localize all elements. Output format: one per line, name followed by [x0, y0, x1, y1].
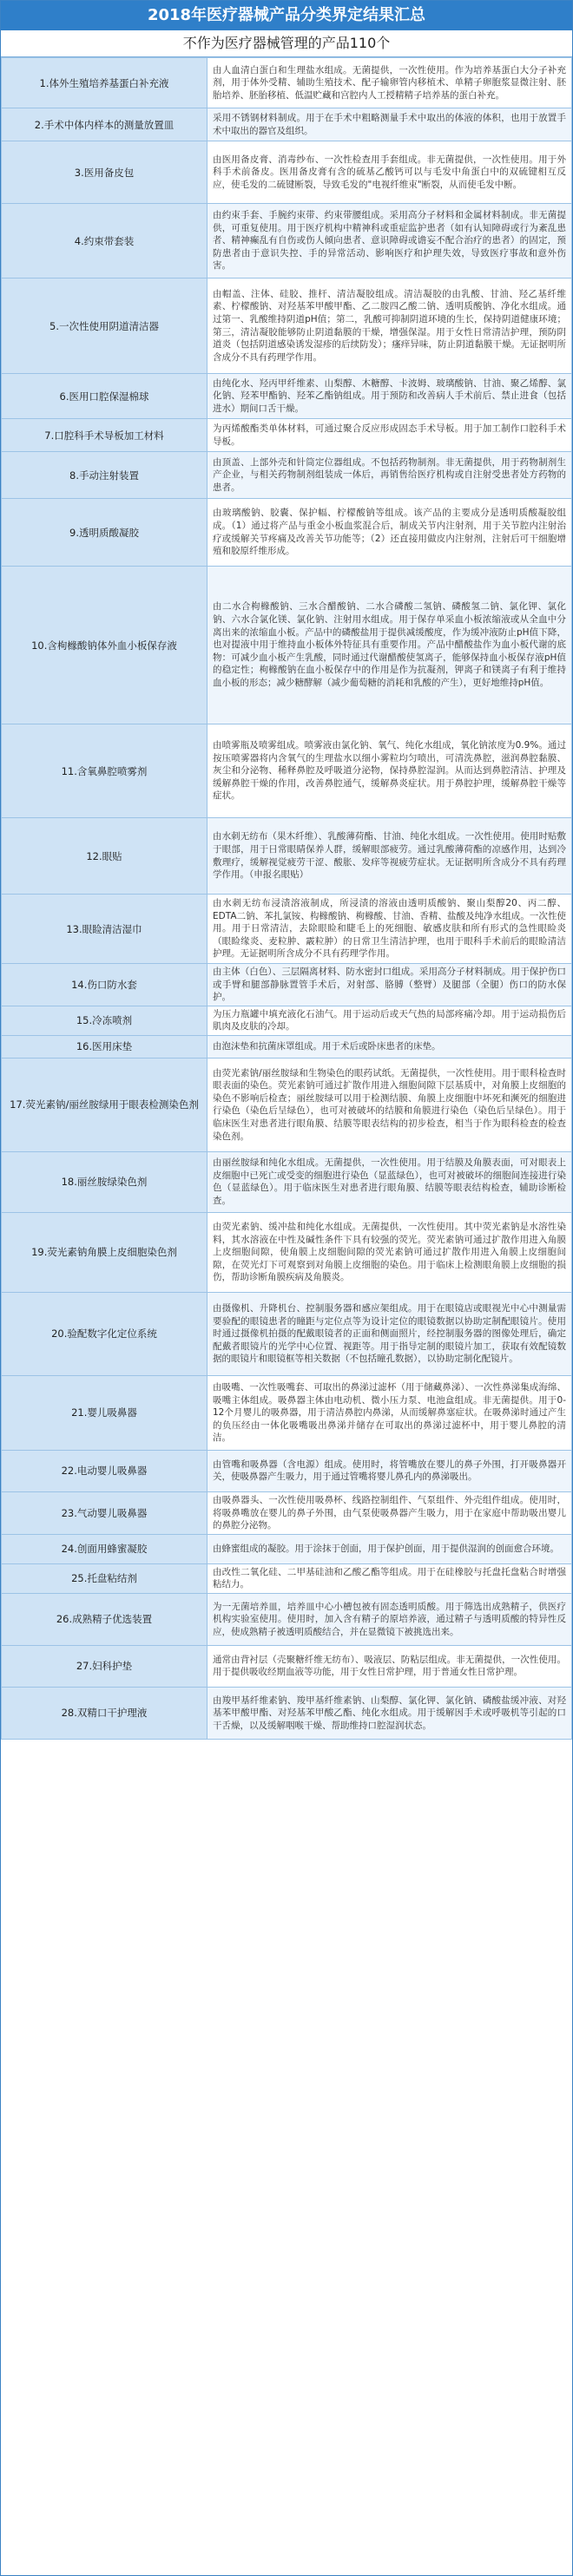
product-name: 10.含枸橼酸钠体外血小板保存液: [2, 567, 207, 724]
product-name: 3.医用备皮包: [2, 141, 207, 204]
product-description: 由帽盖、注体、硅胶、推杆、清洁凝胶组成。清洁凝胶的由乳酸、甘油、羟乙基纤维素、柠檬酸钠、对羟基苯甲酸甲酯、乙二胺四乙酸二钠、透明质酸钠、净化水组成。通过第一、乳酸维持阴道pH值；第二，乳酸可抑制阴道环境的生长，保持阴道健康环境；第三，清洁凝胶能够防止阴道黏膜的干燥，增强保湿。用于女性日常清洁护理，预防阴道炎（包括阴道感染诱发湿疹的后续防发）；瘙痒异味，防止阴道黏膜干燥。无证据明所含成分不具有药理学作用。: [207, 279, 572, 374]
table-row: [2, 1563, 572, 1593]
product-description: 由玻璃酸钠、胶囊、保护幅、柠檬酸钠等组成。该产品的主要成分是透明质酸凝胶组成。（1）通过将产品与重金小板血浆混合后，制成关节内注射剂，用于关节腔内注射治疗或缓解关节疼痛及改善关节功能等；（2）还直接用做皮内注射剂，注射后可干细胞增殖和胶原纤维形成。: [207, 499, 572, 567]
product-name: 8.手动注射装置: [2, 452, 207, 499]
product-description: 由管嘴和吸鼻器（含电源）组成。使用时，将管嘴放在婴儿的鼻子外围，打开吸鼻器开关，使吸鼻器产生吸力，用于通过管嘴将婴儿鼻孔内的鼻涕吸出。: [207, 1450, 572, 1491]
product-name: 17.荧光素钠/丽丝胺绿用于眼表检测染色剂: [2, 1058, 207, 1151]
table-row: [2, 108, 572, 141]
product-name: 14.伤口防水套: [2, 964, 207, 1006]
table-row: [2, 1212, 572, 1292]
product-name: 15.冷冻喷剂: [2, 1006, 207, 1035]
product-description: 由吸嘴、一次性吸嘴套、可取出的鼻涕过滤杯（用于储藏鼻涕）、一次性鼻涕集成海绵、吸嘴主体组成。吸鼻器主体由电动机、微小压力泵、电池盒组成。非无菌提供。用于0-12个月婴儿的吸鼻器，用于清洁鼻腔内鼻涕，从而缓解鼻塞症状。在吸鼻涕时通过产生的负压经由一体化吸嘴吸出鼻涕并储存在可取出的鼻涕过滤杯中，用于婴儿鼻腔的清洁。: [207, 1375, 572, 1450]
table-row: [2, 895, 572, 964]
product-description: 由水刺无纺布（果木纤维）、乳酸薄荷酯、甘油、纯化水组成。一次性使用。使用时贴敷于眼部，用于日常眼睛保养人群，缓解眼部疲劳。通过乳酸薄荷酯的凉感作用，达到冷敷理疗，缓解视觉疲劳干涩、酸胀、发痒等视疲劳症状。无证据明所含成分不具有药理学作用。（申报名眼贴）: [207, 818, 572, 895]
table-row: [2, 1450, 572, 1491]
product-description: 为压力瓶罐中填充液化石油气。用于运动后或天气热的局部疼痛冷却。用于运动损伤后肌肉及皮肤的冷却。: [207, 1006, 572, 1035]
page-subtitle: 不作为医疗器械管理的产品110个: [1, 30, 572, 57]
product-name: 9.透明质酸凝胶: [2, 499, 207, 567]
product-description: 由吸鼻器头、一次性使用吸鼻杯、线路控制组件、气泵组件、外壳组件组成。使用时，将吸鼻嘴放在婴儿的鼻子外围，由气泵使吸鼻器产生吸力，用于在家庭中帮助吸出婴儿的鼻腔分泌物。: [207, 1491, 572, 1534]
table-row: [2, 279, 572, 374]
product-name: 21.婴儿吸鼻器: [2, 1375, 207, 1450]
product-description: 由荧光素钠、缓冲盐和纯化水组成。无菌提供，一次性使用。其中荧光素钠是水溶性染料，其水溶液在中性及碱性条件下具有较强的荧光。荧光素钠可通过扩散作用进入角膜上皮细胞间隙，使角膜上皮细胞间隙的荧光素钠可通过扩散作用进入角膜上皮细胞间隙，在荧光灯下可观察到对角膜上皮细胞的染色。用于临床上检测眼角膜上皮细胞的损伤，帮助诊断角膜疾病及角膜炎。: [207, 1212, 572, 1292]
product-description: 由纯化水、羟丙甲纤维素、山梨醇、木糖醇、卡波姆、玻璃酸钠、甘油、聚乙烯醇、氯化钠、羟苯甲酯钠、羟苯乙酯钠组成。用于预防和改善病人手术前后、禁止进食（包括进水）期间口舌干燥。: [207, 374, 572, 419]
product-name: 23.气动婴儿吸鼻器: [2, 1491, 207, 1534]
product-name: 24.创面用蜂蜜凝胶: [2, 1534, 207, 1563]
table-row: [2, 964, 572, 1006]
product-name: 28.双精口干护理液: [2, 1687, 207, 1739]
table-row: [2, 1534, 572, 1563]
product-description: 由泡沫垫和抗菌床罩组成。用于术后或卧床患者的床垫。: [207, 1035, 572, 1058]
product-name: 5.一次性使用阴道清洁器: [2, 279, 207, 374]
product-name: 26.成熟精子优选装置: [2, 1593, 207, 1645]
product-name: 22.电动婴儿吸鼻器: [2, 1450, 207, 1491]
table-row: [2, 1375, 572, 1450]
table-row: [2, 1491, 572, 1534]
product-description: 由摄像机、升降机台、控制服务器和感应架组成。用于在眼镜店或眼视光中心中测量需要验配的眼镜患者的瞳距与定位点等为设计定位的眼镜数据以协助定制配眼镜片。使用时通过摄像机拍摄的配戴眼镜者的正面和侧面照片，经控制服务器的图像处理后，确定配戴者眼镜片的光学中心位置、视距等。用于指导定制的眼镜片加工，获取有效配镜数据的眼镜片和眼镜框等相关数据（不包括瞳孔数据），以协助定制化配镜片。: [207, 1292, 572, 1375]
product-description: 由人血清白蛋白和生理盐水组成。无菌提供，一次性使用。作为培养基蛋白大分子补充剂，用于体外受精、辅助生殖技术、配子输卵管内移植术、单精子卵胞浆显微注射、胚胎培养、胚胎移植、低温贮藏和宫腔内人工授精精子培养基的蛋白补充。: [207, 58, 572, 108]
product-description: 由约束手套、手腕约束带、约束带腰组成。采用高分子材料和金属材料制成。非无菌提供，可重复使用。用于医疗机构中精神科或重症监护患者（如有认知障碍或行为紊乱患者、精神癫乱有自伤或伤人倾向患者、意识障碍或谵妄不配合治疗的患者）的固定，预防患者由于意识失控、手的异常活动、影响医疗和护理失效，导致医疗事故和意外伤害。: [207, 204, 572, 279]
product-description: 由喷雾瓶及喷雾组成。喷雾液由氯化钠、氧气、纯化水组成，氧化钠浓度为0.9%。通过按压喷雾器将内含氧气的生理盐水以细小雾粒均匀喷出，可清洗鼻腔，滋润鼻腔黏膜、灰尘和分泌物、稀释鼻腔及呼吸道分泌物，保持鼻腔湿润。从而达到鼻腔清洁、护理及缓解鼻腔干燥的作用，改善鼻腔通气，缓解鼻炎症状。用于鼻腔护理，缓解鼻腔干燥等症状。: [207, 724, 572, 818]
product-description: 由主体（白色）、三层隔离材料、防水密封口组成。采用高分子材料制成。用于保护伤口或手臂和腿部静脉置管手术后，对射部、胳膊（整臂）及腿部（全腿）伤口的防水保护。: [207, 964, 572, 1006]
product-name: 18.丽丝胺绿染色剂: [2, 1151, 207, 1212]
table-row: [2, 374, 572, 419]
product-name: 12.眼贴: [2, 818, 207, 895]
product-name: 11.含氧鼻腔喷雾剂: [2, 724, 207, 818]
product-description: 由医用备皮膏、消毒纱布、一次性检查用手套组成。非无菌提供，一次性使用。用于外科手术前备皮。医用备皮膏有含的硫基乙酸钙可以与毛发中角蛋白中的双硫键相互反应，使毛发的二硫键断裂，导致毛发的"电视纤维束"断裂，从而使毛发中断。: [207, 141, 572, 204]
classification-table: [1, 57, 572, 1740]
table-row: [2, 141, 572, 204]
product-description: 为丙烯酸酯类单体材料，可通过聚合反应形成固态手术导板。用于加工制作口腔科手术导板。: [207, 419, 572, 452]
table-row: [2, 1687, 572, 1739]
table-row: [2, 452, 572, 499]
table-row: [2, 818, 572, 895]
table-row: [2, 499, 572, 567]
table-row: [2, 724, 572, 818]
product-description: 由二水合枸橼酸钠、三水合醋酸钠、二水合磷酸二氢钠、磷酸氢二钠、氯化钾、氯化钠、六水合氯化镁、氯化钠、注射用水组成。用于保存单采血小板浓缩液或从全血中分离出来的浓缩血小板。产品中的磷酸盐用于提供减缓酸度，作为缓冲液防止pH值下降，也对提液中用于维持血小板体外特征具有重要作用。产品中醋酸盐作为血小板代谢的底物：可减少血小板产生乳酸，同时通过代谢醋酸使氢离子，能够保持血小板保存液pH值的稳定性；枸橼酸钠在血小板保存中的作用是作为抗凝剂，钾离子和镁离子有利于维持血小板的形态；减少糖酵解（减少葡萄糖的消耗和乳酸的产生），更好地维持pH值。: [207, 567, 572, 724]
product-name: 7.口腔科手术导板加工材料: [2, 419, 207, 452]
product-description: 通常由背衬层（壳聚糖纤维无纺布）、吸液层、防粘层组成。非无菌提供，一次性使用。用于提供吸收经期血液等功能，用于女性日常护理，用于普通女性日常护理。: [207, 1645, 572, 1687]
product-name: 20.验配数字化定位系统: [2, 1292, 207, 1375]
table-row: [2, 419, 572, 452]
table-row: [2, 1292, 572, 1375]
product-description: 由荧光素钠/丽丝胺绿和生物染色的眼药试纸。无菌提供，一次性使用。用于眼科检查时眼表面的染色。荧光素钠可通过扩散作用进入细胞间隙下层基质中，对角膜上皮细胞的染色不影响后检查；丽丝胺绿可以用于检测结膜、角膜上皮细胞中坏死和濒死的细胞进行染色（染色后呈绿色），也可对被破坏的结膜和角膜进行染色（染色后呈绿色）。用于临床医生对患者进行眼角膜、结膜等眼表结构的初步检查，相当于作为眼科检查的检查染色剂。: [207, 1058, 572, 1151]
product-name: 13.眼睑清洁湿巾: [2, 895, 207, 964]
table-row: [2, 567, 572, 724]
product-description: 由羧甲基纤维素钠、羧甲基纤维素钠、山梨醇、氯化钾、氯化钠、磷酸盐缓冲液、对羟基苯甲酸甲酯、对羟基苯甲酸乙酯、纯化水组成。用于缓解因手术或呼吸机等引起的口干舌燥，以及缓解咽喉干燥、帮助维持口腔湿润状态。: [207, 1687, 572, 1739]
product-description: 由顶盖、上部外壳和针筒定位器组成。不包括药物制剂。非无菌提供，用于药物制剂生产企业，与相关药物制剂组装成一体后，再销售给医疗机构或自注射受患者处方药物的患者。: [207, 452, 572, 499]
table-row: [2, 1645, 572, 1687]
table-row: [2, 1058, 572, 1151]
product-description: 为一无菌培养皿，培养皿中心小槽包被有固态透明质酸。用于筛选出成熟精子，供医疗机构实验室使用。使用时，加入含有精子的原培养液，通过精子与透明质酸的特异性反应，使成熟精子被透明质酸结合，并在显微镜下被挑选出来。: [207, 1593, 572, 1645]
product-name: 25.托盘粘结剂: [2, 1563, 207, 1593]
product-name: 16.医用床垫: [2, 1035, 207, 1058]
table-row: [2, 1151, 572, 1212]
product-name: 1.体外生殖培养基蛋白补充液: [2, 58, 207, 108]
product-name: 6.医用口腔保湿棉球: [2, 374, 207, 419]
table-row: [2, 1035, 572, 1058]
product-description: 由改性二氧化硅、二甲基硅油和乙酸乙酯等组成。用于在硅橡胶与托盘托盘粘合时增强粘结力。: [207, 1563, 572, 1593]
product-description: 由蜂蜜组成的凝胶。用于涂抹于创面，用于保护创面，用于提供湿润的创面愈合环境。: [207, 1534, 572, 1563]
product-description: 采用不锈钢材料制成。用于在手术中粗略测量手术中取出的体液的体积，也用于放置手术中取出的器官及组织。: [207, 108, 572, 141]
product-description: 由水刺无纺布浸渍溶液制成，所浸渍的溶液由透明质酸钠、聚山梨醇20、丙二醇、EDTA二钠、苯扎氯铵、构橼酸钠、枸橼酸、甘油、香精、盐酸及纯净水组成。一次性使用。用于日常清洁，去除眼睑和睫毛上的死细胞、敏感皮肤和所有形式的急性眼睑炎（眼睑缘炎、麦粒肿、霰粒肿）的日常卫生清洁护理，也用于眼科手术前后的眼睑清洁护理。无证据明所含成分不具有药理学作用。: [207, 895, 572, 964]
product-description: 由丽丝胺绿和纯化水组成。无菌提供，一次性使用。用于结膜及角膜表面，可对眼表上皮细胞中已死亡或受变的细胞进行染色（显蓝绿色），也可对被破坏的细胞间连接进行染色（显蓝绿色）。用于临床医生对患者进行眼角膜、结膜等眼表结构检查，辅助诊断检查。: [207, 1151, 572, 1212]
product-name: 2.手术中体内样本的测量放置皿: [2, 108, 207, 141]
product-name: 19.荧光素钠角膜上皮细胞染色剂: [2, 1212, 207, 1292]
table-row: [2, 58, 572, 108]
page-title: 2018年医疗器械产品分类界定结果汇总: [1, 1, 572, 30]
product-name: 4.约束带套装: [2, 204, 207, 279]
product-name: 27.妇科护垫: [2, 1645, 207, 1687]
table-row: [2, 1593, 572, 1645]
table-row: [2, 204, 572, 279]
table-row: [2, 1006, 572, 1035]
